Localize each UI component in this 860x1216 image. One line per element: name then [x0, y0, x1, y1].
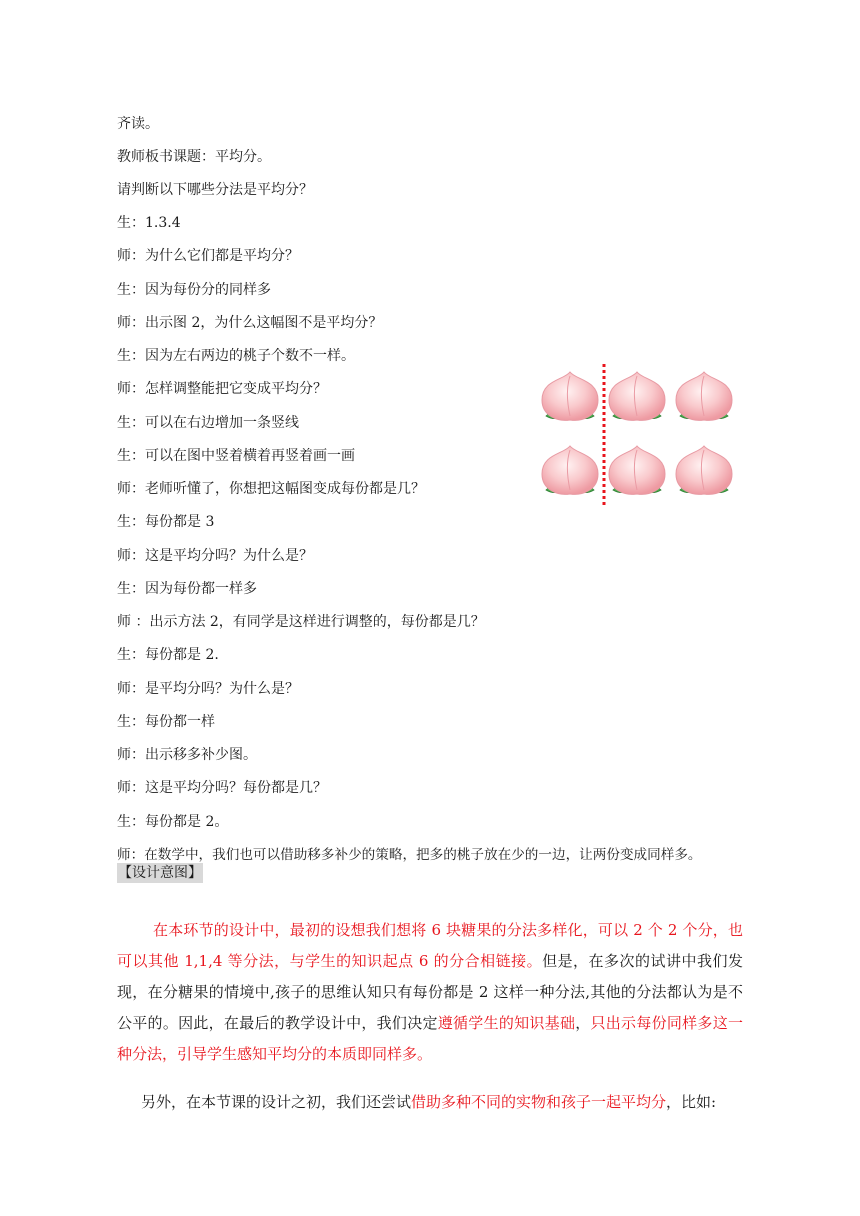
text-line: 生：每份都是 3 [117, 514, 215, 530]
peach-division-figure [538, 360, 738, 510]
design-intent-paragraph [117, 915, 743, 1070]
text-line: 生：1.3.4 [117, 215, 181, 231]
text-line: 师：怎样调整能把它变成平均分？ [117, 381, 327, 397]
body-text: ，比如: [666, 1093, 717, 1111]
text-line: 师：老师听懂了，你想把这幅图变成每份都是几？ [117, 481, 425, 497]
peach-icon [676, 446, 732, 494]
design-intent-heading: 【设计意图】 [118, 865, 202, 881]
text-line: 生：因为左右两边的桃子个数不一样。 [117, 348, 355, 364]
text-line: 请判断以下哪些分法是平均分？ [117, 182, 313, 198]
highlighted-text: 借助多种不同的实物和孩子一起平均分 [411, 1093, 667, 1111]
text-line: 生：每份都是 2。 [117, 814, 229, 830]
followup-paragraph [117, 1087, 743, 1118]
highlighted-text: 遵循学生的知识基础 [437, 1014, 576, 1032]
peach-icon [542, 372, 598, 420]
text-line: 教师板书课题：平均分。 [117, 149, 271, 165]
text-line: 师：出示图 2，为什么这幅图不是平均分？ [117, 315, 383, 331]
text-line: 师 ：出示方法 2，有同学是这样进行调整的，每份都是几？ [117, 614, 485, 630]
text-line: 师：出示移多补少图。 [117, 747, 257, 763]
highlighted-text: 在本环节的设计中，最初的设想我们想将 6 块糖果的分法多样化，可以 2 个 2 个分，也可以其他 1,1,4 等分法，与学生的知识起点 6 的分合相链接。 [117, 921, 743, 970]
text-line: 师：是平均分吗？为什么是？ [117, 681, 299, 697]
text-line: 师：这是平均分吗？每份都是几？ [117, 780, 327, 796]
body-text: 但是，在多次的试讲中我们发现，在分糖果的情境中,孩子的思维认知只有每份都是 2 这样一种分法,其他的分法都认为是不公平的。因此，在最后的教学设计中，我们决定 [117, 952, 743, 1032]
peach-icon [609, 372, 665, 420]
text-line: 生：可以在右边增加一条竖线 [117, 415, 299, 431]
text-line: 生：因为每份分的同样多 [117, 282, 271, 298]
highlighted-text: 只出示每份同样多这一种分法，引导学生感知平均分的本质即同样多。 [117, 1014, 743, 1063]
text-line: 生：每份都是 2. [117, 647, 219, 663]
text-line: 生：因为每份都一样多 [117, 581, 257, 597]
peach-icon [676, 372, 732, 420]
text-line: 生：可以在图中竖着横着再竖着画一画 [117, 448, 355, 464]
body-text: 另外，在本节课的设计之初，我们还尝试 [141, 1093, 412, 1111]
text-line: 生：每份都一样 [117, 714, 215, 730]
text-line: 师：这是平均分吗？为什么是？ [117, 548, 313, 564]
text-line: 齐读。 [117, 116, 159, 132]
peach-icon [609, 446, 665, 494]
text-line: 师：为什么它们都是平均分？ [117, 248, 299, 264]
text-line: 师：在数学中，我们也可以借助移多补少的策略，把多的桃子放在少的一边，让两份变成同样多。 [117, 847, 702, 863]
body-text: ， [575, 1014, 591, 1032]
peach-icon [542, 446, 598, 494]
